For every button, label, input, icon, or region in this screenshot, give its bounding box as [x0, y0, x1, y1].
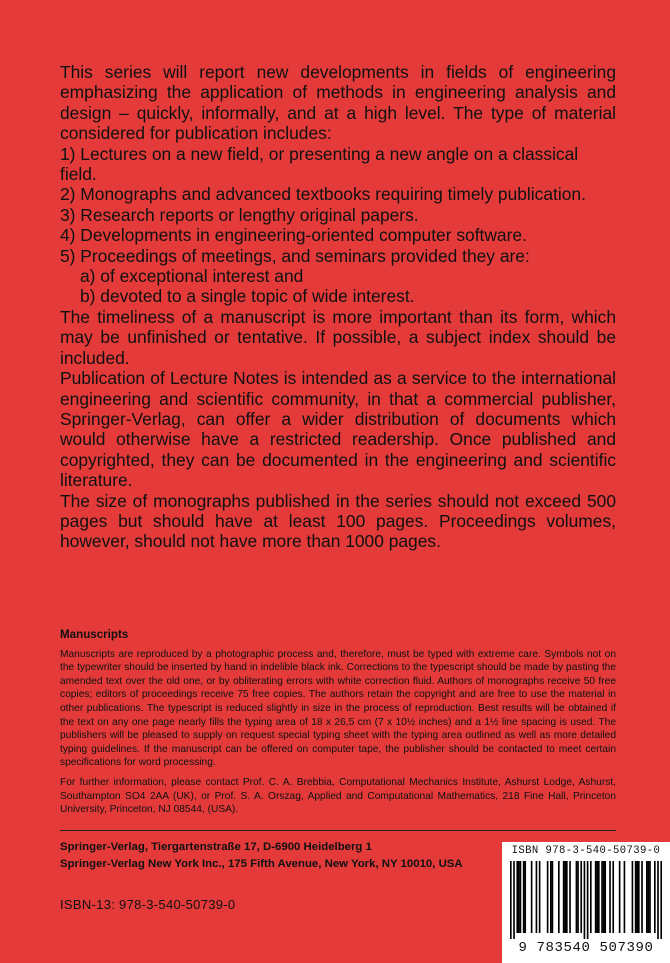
barcode-bar [580, 861, 582, 933]
barcode-bar [539, 861, 541, 933]
list-item: 1) Lectures on a new field, or presenting a new angle on a classical field. [60, 143, 579, 185]
barcode-bar [513, 861, 515, 939]
manuscripts-heading: Manuscripts [60, 628, 129, 641]
barcode-bar [635, 861, 637, 933]
series-description [60, 62, 616, 552]
barcode-bar [648, 861, 650, 933]
barcode-bar [523, 861, 525, 933]
list-item: 5) Proceedings of meetings, and seminars provided they are: [60, 245, 530, 266]
list-item: 2) Monographs and advanced textbooks requiring timely publication. [60, 184, 586, 205]
sub-list-item: a) of exceptional interest and [80, 266, 304, 287]
barcode-bar [632, 861, 634, 933]
publisher-addresses [60, 839, 500, 873]
manuscripts-section [60, 628, 616, 817]
contact-paragraph: For further information, please contact Prof. C. A. Brebbia, Computational Mechanics Institute, Ashurst Lodge, Ashurst, Southampton SO4 2AA (UK), or Prof. S. A. Orszag, Applied and Computational Mathematics, 218 Fine Hall, Princeton University, Princeton, NJ 08544, (USA). [60, 776, 616, 816]
barcode-bar [550, 861, 552, 933]
barcode-bar [646, 861, 648, 933]
barcode-bar [660, 861, 662, 939]
publisher-address-newyork: Springer-Verlag New York Inc., 175 Fifth Avenue, New York, NY 10010, USA [60, 858, 463, 870]
barcode-bar [563, 861, 565, 933]
barcode-bar [601, 861, 603, 933]
barcode-digits: 9 783540 507390 [518, 940, 654, 956]
barcode-bar [619, 861, 621, 933]
barcode-bar [564, 861, 566, 933]
barcode-bar [577, 861, 579, 933]
barcode-bar [552, 861, 554, 933]
barcode-bar [595, 861, 597, 933]
barcode-bar [612, 861, 614, 933]
barcode-bar [524, 861, 526, 933]
barcode-bar [566, 861, 568, 933]
barcode-bar [516, 861, 518, 933]
barcode-bar [547, 861, 549, 933]
barcode-bar [587, 861, 589, 939]
barcode-bar [604, 861, 606, 933]
list-item: 3) Research reports or lengthy original papers. [60, 204, 419, 225]
barcode-bar [518, 861, 520, 933]
isbn-label: ISBN-13: 978-3-540-50739-0 [60, 897, 236, 912]
publication-paragraph: Publication of Lecture Notes is intended as a service to the international engineering and scientific community, in that a commercial publisher, Springer-Verlag, can offer a wider distribution of documents which would otherwise have a restricted readership. Once published and copyrighted, they can be documented in the engineering and scientific literature. [60, 368, 616, 491]
barcode-bar [536, 861, 538, 933]
barcode-bar [590, 861, 592, 933]
barcode-isbn-text: ISBN 978-3-540-50739-0 [511, 845, 661, 857]
barcode-bar [654, 861, 656, 933]
barcode-bar [510, 861, 512, 939]
publisher-address-heidelberg: Springer-Verlag, Tiergartenstraße 17, D-6900 Heidelberg 1 [60, 841, 372, 853]
barcode-bar [520, 861, 522, 933]
timeliness-paragraph: The timeliness of a manuscript is more important than its form, which may be unfinished or tentative. If possible, a subject index should be included. [60, 306, 616, 368]
barcode-bar [558, 861, 560, 933]
size-paragraph: The size of monographs published in the series should not exceed 500 pages but should have at least 100 pages. Proceedings volumes, however, should not have more than 1000 pages. [60, 490, 616, 552]
barcode-bar [596, 861, 598, 933]
barcode-bar [638, 861, 640, 933]
barcode-bar [641, 861, 643, 933]
sub-list-item: b) devoted to a single topic of wide interest. [80, 286, 415, 307]
barcode-bars [510, 861, 662, 939]
barcode-bar [649, 861, 651, 933]
barcode-bar [624, 861, 626, 933]
isbn-barcode [502, 842, 670, 963]
barcode-bar [603, 861, 605, 933]
barcode-bar [609, 861, 611, 933]
intro-paragraph: This series will report new developments in fields of engineering emphasizing the application of methods in engineering analysis and design – quickly, informally, and at a high level. The type of material considered for publication includes: [60, 62, 616, 144]
divider [60, 830, 616, 831]
barcode-bar [657, 861, 659, 939]
barcode-bar [636, 861, 638, 933]
barcode-bar [584, 861, 586, 939]
barcode-bar [531, 861, 533, 933]
barcode-bar [598, 861, 600, 933]
list-item: 4) Developments in engineering-oriented computer software. [60, 225, 527, 246]
manuscripts-body: Manuscripts are reproduced by a photographic process and, therefore, must be typed with extreme care. Symbols not on the typewriter should be inserted by hand in indelible black ink. Corrections to the typescript should be made by pasting the amended text over the old one, or by obliterating errors with white correction fluid. Authors of monographs receive 50 free copies; editors of proceedings receive 75 free copies. The authors retain the copyright and are free to use the material in other publications. The typescript is reduced slightly in size in the process of reproduction. Best results will be obtained if the text on any one page nearly fills the typing area of 18 x 26,5 cm (7 x 10½ inches) and a 1½ line spacing is used. The publishers will be pleased to supply on request special typing sheet with the typing area outlined as well as more detailed typing guidelines. If the manuscript can be offered on computer tape, the publisher should be contacted to meet certain specifications for word processing. [60, 648, 616, 769]
barcode-bar [569, 861, 571, 933]
barcode-bar [576, 861, 578, 933]
